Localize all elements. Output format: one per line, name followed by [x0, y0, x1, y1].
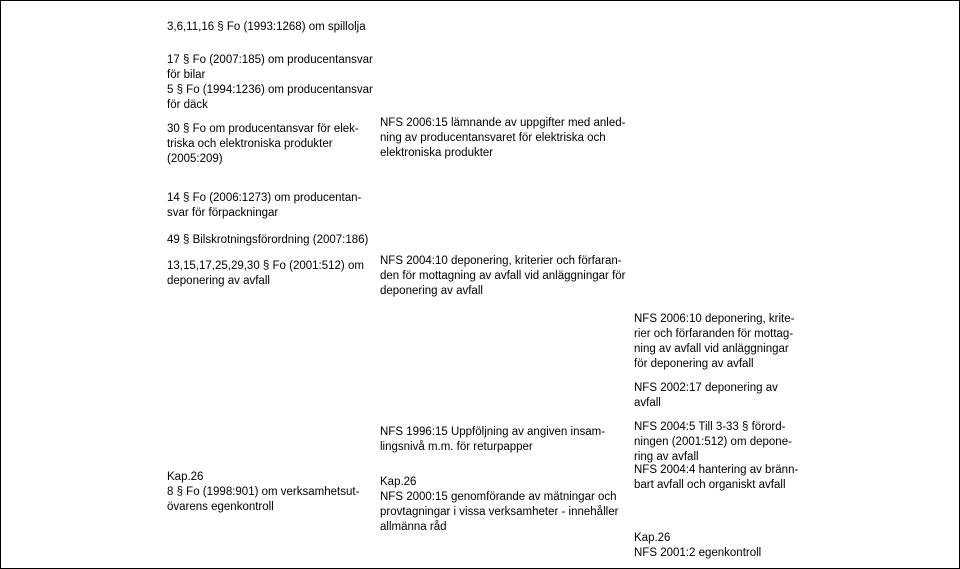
col3-landfill-regulations — [634, 312, 794, 465]
text-line: NFS 2006:15 lämnande av uppgifter med anled- — [380, 117, 626, 129]
text-line: 49 § Bilskrotningsförordning (2007:186) — [167, 234, 369, 246]
text-line: NFS 2004:10 deponering, kriterier och förfaran- — [380, 255, 622, 267]
text-line: NFS 1996:15 Uppföljning av angiven insam- — [380, 426, 606, 438]
text-line: övarens egenkontroll — [167, 501, 274, 513]
spacer — [634, 411, 794, 420]
col2-chapter-26 — [380, 475, 618, 535]
text-line: elektroniska produkter — [380, 147, 494, 159]
text-line: NFS 2001:2 egenkontroll — [634, 547, 762, 559]
text-line: för deponering av avfall — [634, 358, 754, 370]
col1-top — [167, 20, 366, 35]
col1-chapter-26 — [167, 470, 359, 515]
text-line: svar för förpackningar — [167, 207, 279, 219]
text-line: den för mottagning av avfall vid anläggningar för — [380, 270, 626, 282]
text-line: deponering av avfall — [380, 285, 483, 297]
text-line: Kap.26 — [634, 532, 671, 544]
text-line: ning av producentansvaret för elektriska och — [380, 132, 606, 144]
col2-nfs-1996-15 — [380, 425, 605, 455]
text-line: 8 § Fo (1998:901) om verksamhetsut- — [167, 486, 360, 498]
text-line: NFS 2006:10 deponering, krite- — [634, 313, 795, 325]
text-line: bart avfall och organiskt avfall — [634, 479, 786, 491]
text-line: NFS 2002:17 deponering av — [634, 382, 778, 394]
text-line: avfall — [634, 397, 661, 409]
text-line: rier och förfaranden för mottag- — [634, 328, 794, 340]
text-line: NFS 2004:5 Till 3-33 § förord- — [634, 421, 786, 433]
text-line: 5 § Fo (1994:1236) om producentansvar — [167, 84, 373, 96]
text-line: 3,6,11,16 § Fo (1993:1268) om spillolja — [167, 21, 366, 33]
text-line: deponering av avfall — [167, 275, 270, 287]
text-line: 14 § Fo (2006:1273) om producentan- — [167, 192, 362, 204]
col1-landfill — [167, 259, 364, 289]
col2-nfs-2004-10 — [380, 254, 626, 299]
text-line: triska och elektroniska produkter — [167, 138, 333, 150]
text-line: för däck — [167, 99, 208, 111]
spacer — [167, 113, 373, 122]
text-line: provtagningar i vissa verksamheter - innehåller — [380, 506, 619, 518]
text-line: för bilar — [167, 69, 206, 81]
text-line: lingsnivå m.m. för returpapper — [380, 441, 533, 453]
text-line: 30 § Fo om producentansvar för elek- — [167, 123, 359, 135]
col1-vehicle-scrapping — [167, 233, 368, 248]
col2-nfs-2006-15 — [380, 116, 626, 161]
text-line: NFS 2004:4 hantering av bränn- — [634, 464, 799, 476]
text-line: Kap.26 — [380, 476, 417, 488]
text-line: allmänna råd — [380, 521, 447, 533]
text-line: (2005:209) — [167, 153, 223, 165]
text-line: ning av avfall vid anläggningar — [634, 343, 789, 355]
col3-chapter-26 — [634, 531, 761, 561]
col3-nfs-2004-4 — [634, 463, 798, 493]
text-line: 17 § Fo (2007:185) om producentansvar — [167, 54, 373, 66]
text-line: Kap.26 — [167, 471, 204, 483]
col1-producer-responsibility — [167, 53, 373, 167]
text-line: NFS 2000:15 genomförande av mätningar och — [380, 491, 617, 503]
text-line: 13,15,17,25,29,30 § Fo (2001:512) om — [167, 260, 364, 272]
text-line: ningen (2001:512) om depone- — [634, 436, 792, 448]
spacer — [634, 372, 794, 381]
text-line: ring av avfall — [634, 451, 699, 463]
col1-packaging — [167, 191, 361, 221]
